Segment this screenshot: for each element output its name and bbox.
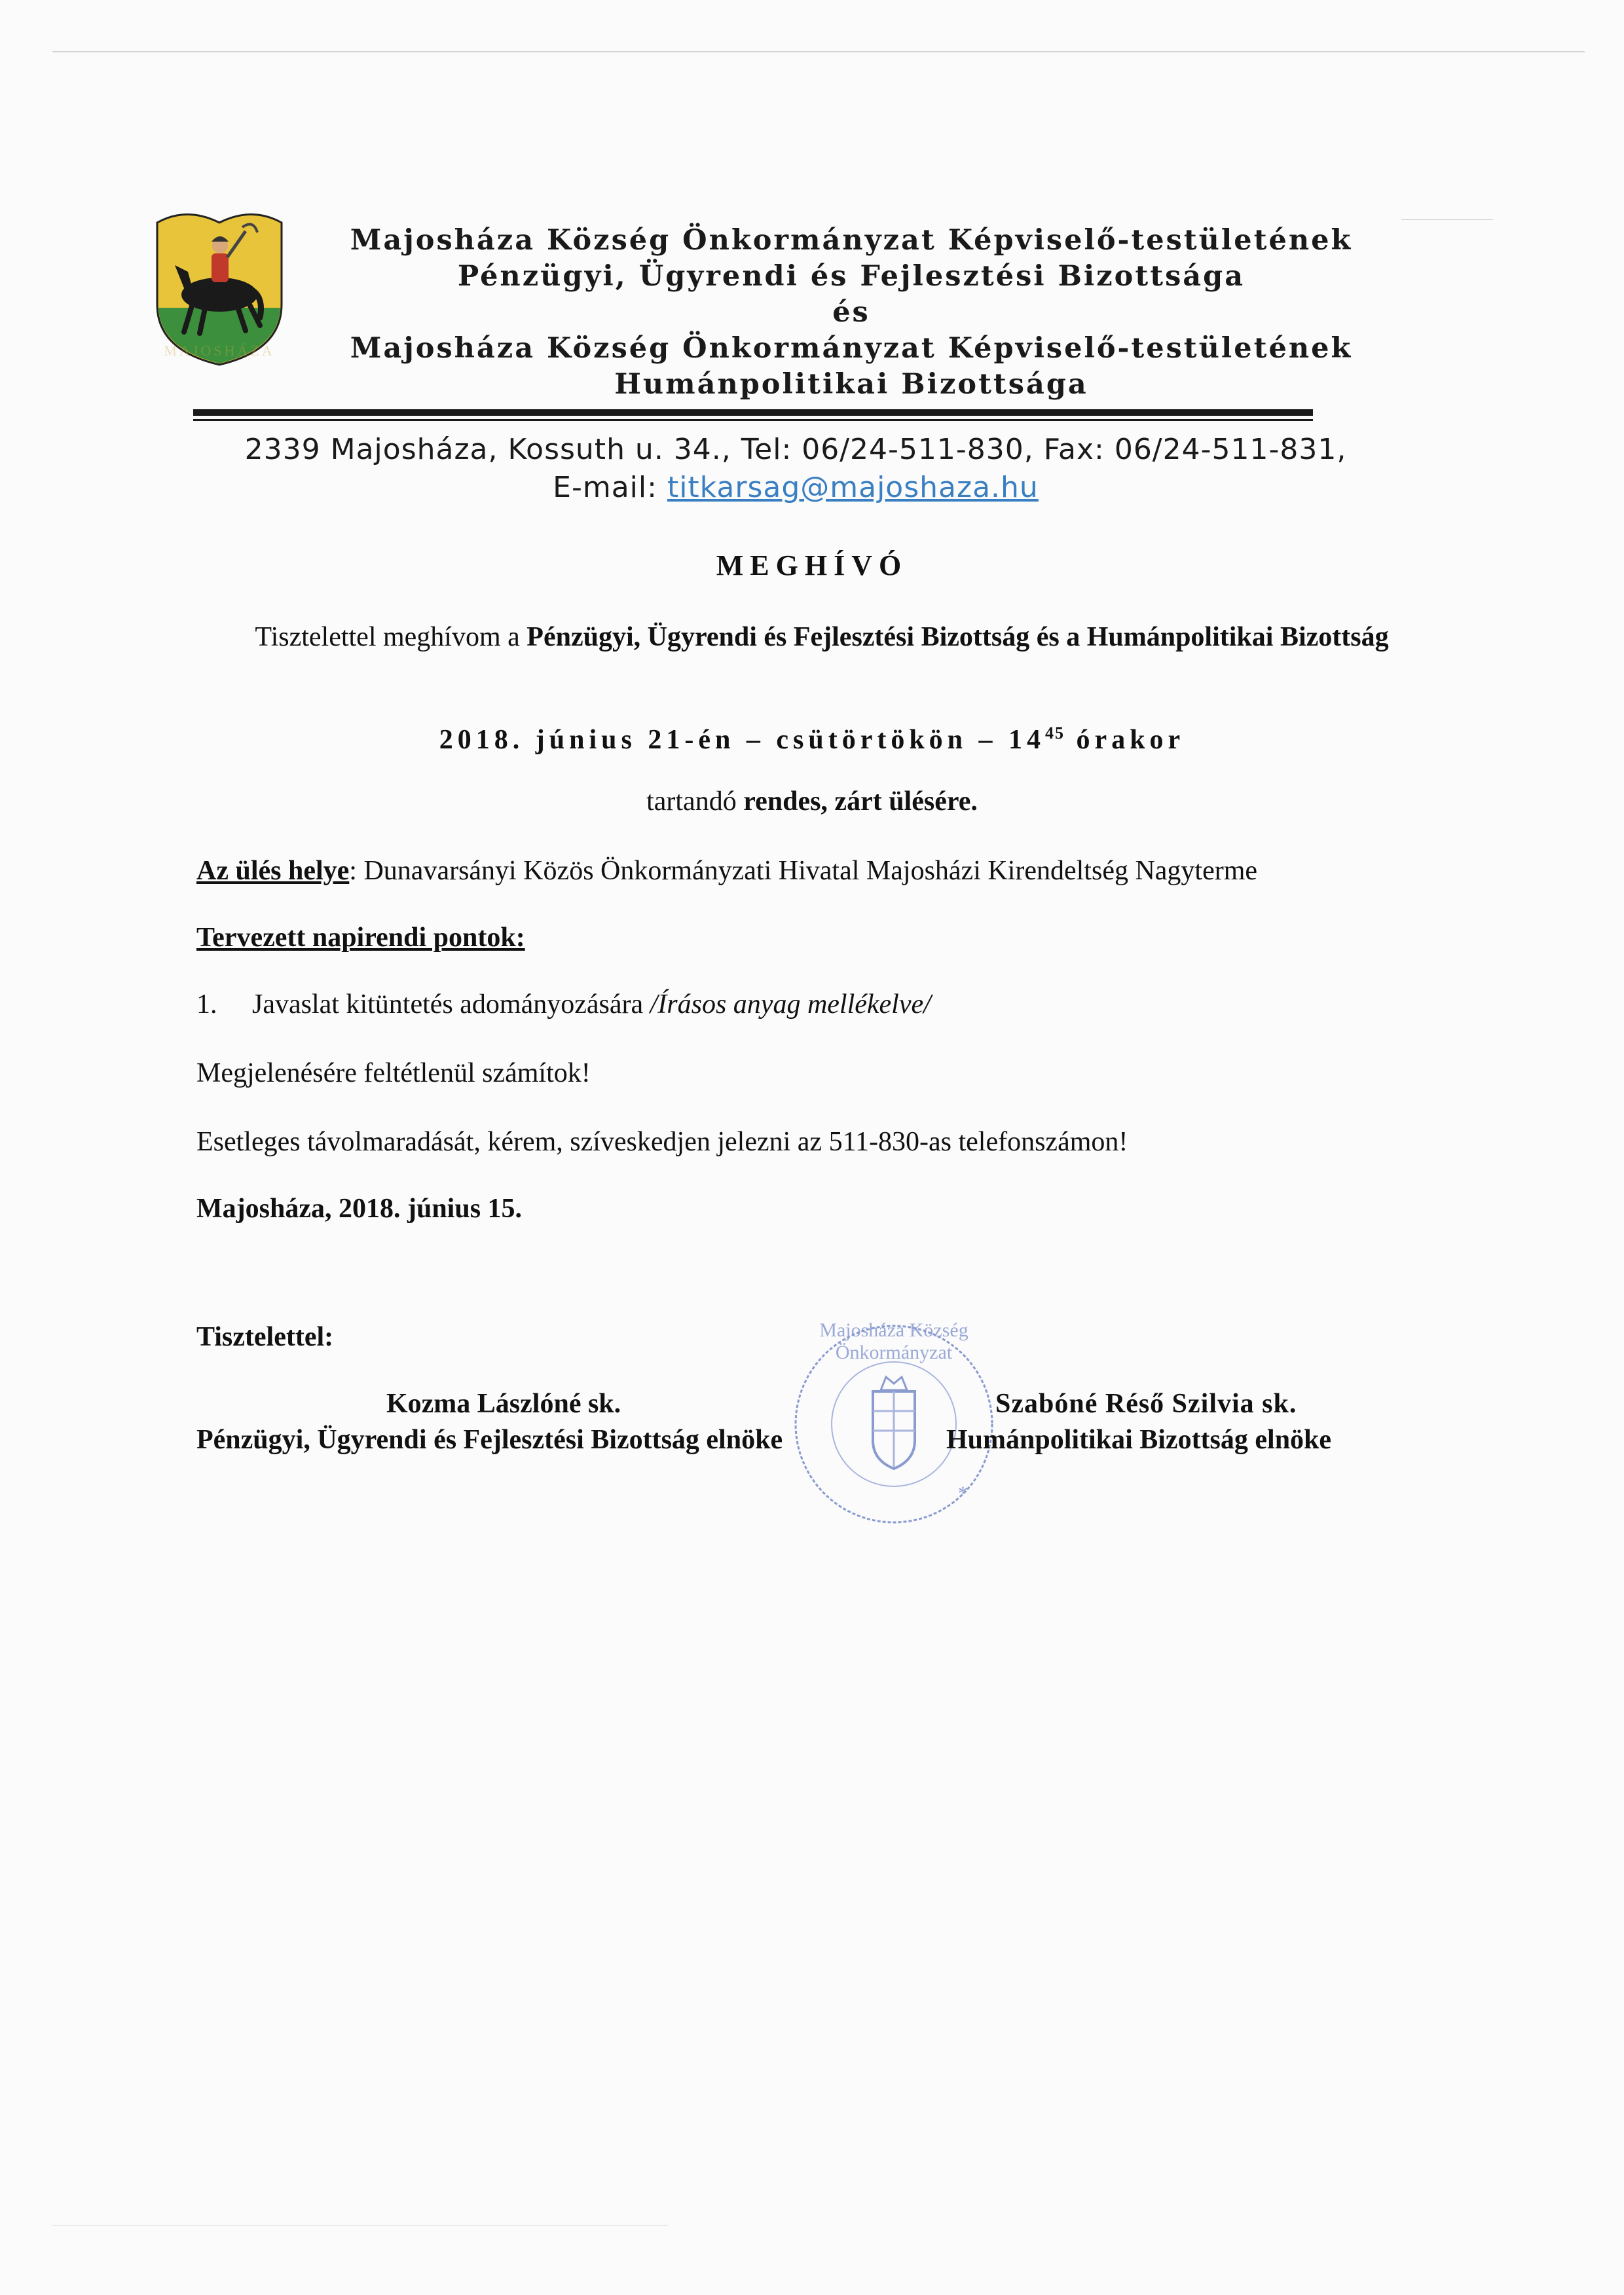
meeting-type [393, 786, 1231, 817]
location-label: Az ülés helye [196, 856, 350, 886]
agenda-item-text: Javaslat kitüntetés adományozására [252, 989, 650, 1019]
meeting-time-suffix: órakor [1065, 725, 1185, 755]
document-title: MEGHÍVÓ [716, 549, 908, 581]
contact-address: 2339 Majosháza, Kossuth u. 34., Tel: 06/24-511-830, Fax: 06/24-511-831, [244, 433, 1347, 466]
agenda-title: Tervezett napirendi pontok: [196, 923, 525, 953]
signature-role-2: Humánpolitikai Bizottság elnöke [946, 1425, 1332, 1455]
letterhead-rule-thin [193, 419, 1313, 421]
letterhead-line-3: és [832, 296, 870, 329]
coat-of-arms-icon [141, 193, 298, 383]
letterhead-rule-thick [193, 409, 1313, 416]
meeting-date [295, 724, 1329, 756]
meeting-date-text: 2018. június 21-én – csütörtökön – 14 [439, 725, 1046, 755]
letterhead-line-5: Humánpolitikai Bizottsága [614, 368, 1088, 401]
intro-prefix: Tisztelettel meghívom a [255, 622, 527, 652]
scan-mark [1401, 219, 1493, 220]
closing-expectation: Megjelenésére feltétlenül számítok! [196, 1058, 591, 1088]
top-divider [52, 51, 1585, 52]
place-and-date: Majosháza, 2018. június 15. [196, 1194, 523, 1224]
svg-text:*: * [958, 1482, 968, 1504]
agenda-item-number: 1. [196, 989, 217, 1019]
crest-caption: MAJOSHÁZA [164, 342, 275, 359]
closing-absence-note: Esetleges távolmaradását, kérem, szíveskedjen jelezni az 511-830-as telefonszámon! [196, 1127, 1128, 1157]
contact-block [216, 431, 1375, 507]
meeting-type-value: rendes, zárt ülésére. [743, 786, 978, 817]
meeting-type-prefix: tartandó [646, 786, 744, 817]
signature-role-1: Pénzügyi, Ügyrendi és Fejlesztési Bizottság elnöke [196, 1425, 783, 1455]
stamp-text: Majosháza Község Önkormányzat [819, 1319, 969, 1363]
location-value: : Dunavarsányi Közös Önkormányzati Hivatal Majosházi Kirendeltség Nagyterme [349, 856, 1258, 886]
signature-name-1: Kozma Lászlóné sk. [386, 1389, 621, 1419]
agenda-item [196, 989, 931, 1020]
agenda-item-note: /Írásos anyag mellékelve/ [650, 989, 931, 1019]
invitation-intro [236, 619, 1408, 655]
email-label: E-mail: [553, 471, 657, 504]
email-link[interactable]: titkarsag@majoshaza.hu [667, 471, 1039, 504]
letterhead-line-2: Pénzügyi, Ügyrendi és Fejlesztési Bizottsága [457, 260, 1246, 293]
regards: Tisztelettel: [196, 1322, 334, 1352]
meeting-time-minutes: 45 [1045, 724, 1065, 743]
bottom-scan-line [52, 2225, 668, 2226]
letterhead-line-1: Majosháza Község Önkormányzat Képviselő-testületének [350, 224, 1353, 257]
meeting-location [196, 855, 1257, 887]
intro-committees: Pénzügyi, Ügyrendi és Fejlesztési Bizottság és a Humánpolitikai Bizottság [526, 622, 1389, 652]
signature-name-2: Szabóné Réső Szilvia sk. [995, 1389, 1297, 1419]
letterhead [327, 223, 1375, 403]
letterhead-line-4: Majosháza Község Önkormányzat Képviselő-testületének [350, 332, 1353, 365]
